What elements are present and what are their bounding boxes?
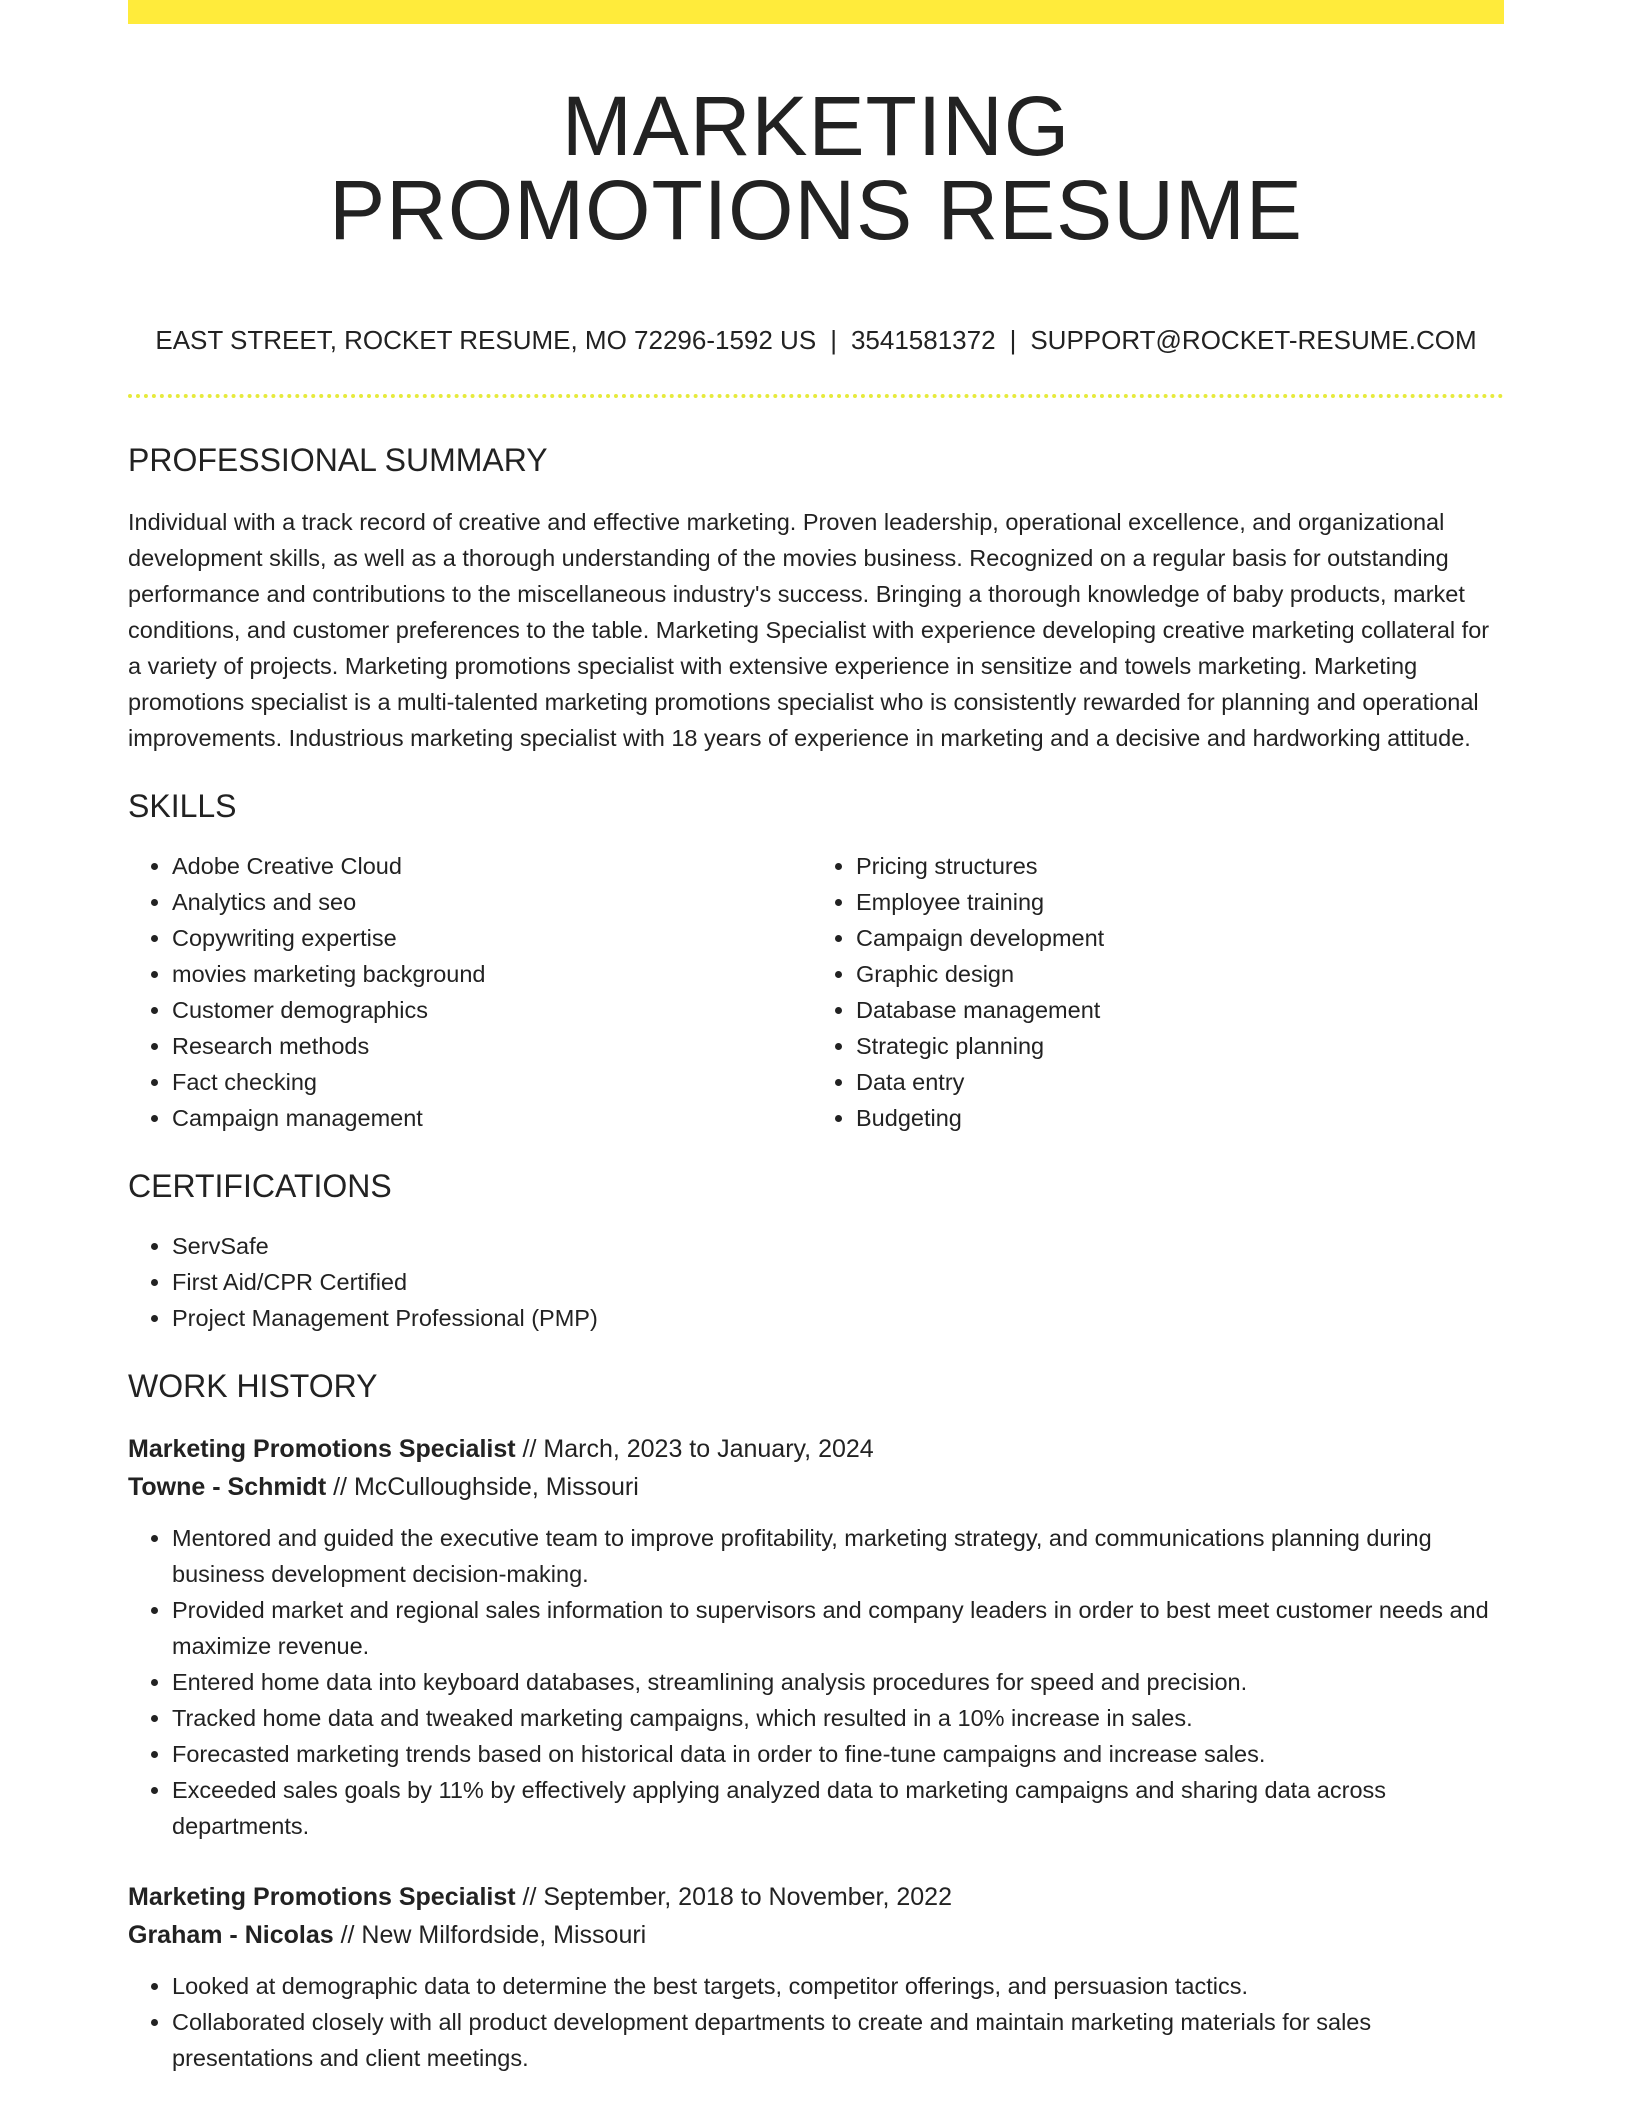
resume-title	[128, 79, 1504, 257]
summary-text: Individual with a track record of creative and effective marketing. Proven leadership, operational excellence, and organizational development skills, as well as a thorough understanding of the movies business. Recognized on a regular basis for outstanding performance and contributions to the miscellaneous industry's success. Bringing a thorough knowledge of baby products, market conditions, and customer preferences to the table. Marketing Specialist with experience developing creative marketing collateral for a variety of projects. Marketing promotions specialist with extensive experience in sensitize and towels marketing. Marketing promotions specialist is a multi-talented marketing promotions specialist who is consistently rewarded for planning and operational improvements. Industrious marketing specialist with 18 years of experience in marketing and a decisive and hardworking attitude.	[128, 509, 1490, 751]
title-line-2: PROMOTIONS RESUME	[329, 163, 1303, 257]
skill-item: • Strategic planning	[856, 1028, 1490, 1064]
contact-email[interactable]: SUPPORT@ROCKET-RESUME.COM	[1030, 325, 1477, 355]
job-dates: // September, 2018 to November, 2022	[522, 1883, 952, 1911]
top-accent-bar	[128, 0, 1504, 24]
skills-column-right	[806, 848, 1490, 1136]
contact-separator: |	[830, 325, 837, 355]
work-history-heading: WORK HISTORY	[128, 1368, 378, 1404]
skill-item: • Analytics and seo	[172, 884, 806, 920]
job-entry	[128, 1430, 1504, 1844]
certifications-heading: CERTIFICATIONS	[128, 1168, 392, 1204]
certification-item: • ServSafe	[172, 1228, 1504, 1264]
contact-phone[interactable]: 3541581372	[850, 325, 996, 355]
job-duties	[128, 1968, 1504, 2076]
job-location: // New Milfordside, Missouri	[340, 1921, 647, 1949]
duty-item: • Entered home data into keyboard databases, streamlining analysis procedures for speed and precision.	[172, 1664, 1504, 1700]
summary-heading: PROFESSIONAL SUMMARY	[128, 442, 548, 478]
duty-item: • Looked at demographic data to determine the best targets, competitor offerings, and persuasion tactics.	[172, 1968, 1504, 2004]
skill-item: • Database management	[856, 992, 1490, 1028]
duty-item: • Forecasted marketing trends based on historical data in order to fine-tune campaigns and increase sales.	[172, 1736, 1504, 1772]
skill-item: • Copywriting expertise	[172, 920, 806, 956]
job-title-line	[128, 1878, 1504, 1916]
job-title: Marketing Promotions Specialist	[128, 1435, 516, 1463]
contact-line	[128, 324, 1504, 356]
skill-item: • Campaign development	[856, 920, 1490, 956]
job-location: // McCulloughside, Missouri	[333, 1473, 639, 1501]
skills-list	[128, 848, 1504, 1136]
certification-item: • First Aid/CPR Certified	[172, 1264, 1504, 1300]
title-line-1: MARKETING	[561, 79, 1071, 173]
skill-item: • Employee training	[856, 884, 1490, 920]
skill-item: • Campaign management	[172, 1100, 806, 1136]
skill-item: • Budgeting	[856, 1100, 1490, 1136]
skill-item: • Research methods	[172, 1028, 806, 1064]
skills-column-left	[128, 848, 806, 1136]
skill-item: • Adobe Creative Cloud	[172, 848, 806, 884]
job-title-line	[128, 1430, 1504, 1468]
job-dates: // March, 2023 to January, 2024	[522, 1435, 874, 1463]
contact-separator: |	[1009, 325, 1017, 355]
skills-heading: SKILLS	[128, 788, 237, 824]
skill-item: • movies marketing background	[172, 956, 806, 992]
job-title: Marketing Promotions Specialist	[128, 1883, 516, 1911]
contact-address: EAST STREET, ROCKET RESUME, MO 72296-1592 US	[155, 325, 817, 355]
certification-item: • Project Management Professional (PMP)	[172, 1300, 1504, 1336]
certifications-list	[128, 1228, 1504, 1336]
duty-item: • Tracked home data and tweaked marketing campaigns, which resulted in a 10% increase in sales.	[172, 1700, 1504, 1736]
duty-item: • Exceeded sales goals by 11% by effectively applying analyzed data to marketing campaigns and sharing data across departments.	[172, 1772, 1504, 1844]
job-company-line	[128, 1916, 1504, 1954]
duty-item: • Collaborated closely with all product development departments to create and maintain marketing materials for sales presentations and client meetings.	[172, 2004, 1504, 2076]
job-company-line	[128, 1468, 1504, 1506]
job-entry	[128, 1878, 1504, 2076]
duty-item: • Mentored and guided the executive team to improve profitability, marketing strategy, and communications planning during business development decision-making.	[172, 1520, 1504, 1592]
duty-item: • Provided market and regional sales information to supervisors and company leaders in order to best meet customer needs and maximize revenue.	[172, 1592, 1504, 1664]
skill-item: • Pricing structures	[856, 848, 1490, 884]
skill-item: • Graphic design	[856, 956, 1490, 992]
dotted-divider	[128, 394, 1504, 398]
skill-item: • Customer demographics	[172, 992, 806, 1028]
job-company: Graham - Nicolas	[128, 1921, 334, 1949]
job-company: Towne - Schmidt	[128, 1473, 327, 1501]
skill-item: • Data entry	[856, 1064, 1490, 1100]
resume-page	[128, 0, 1504, 2076]
job-duties	[128, 1520, 1504, 1844]
skill-item: • Fact checking	[172, 1064, 806, 1100]
